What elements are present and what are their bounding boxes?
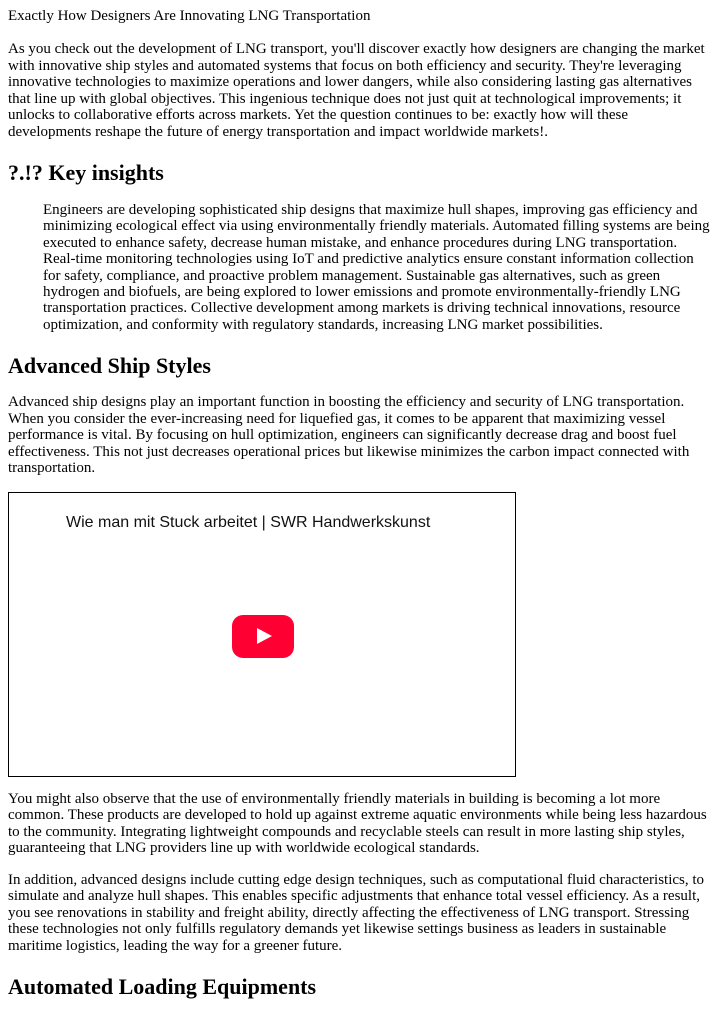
ship-styles-paragraph-2: You might also observe that the use of environmentally friendly materials in building is becoming a lot more common. These products are developed to hold up against extreme aquatic environments while being less hazardous to the community. Integrating lightweight compounds and recyclable steels can result in more lasting ship styles, guaranteeing that LNG providers line up with worldwide ecological standards.	[8, 790, 707, 857]
ship-styles-paragraph-3: In addition, advanced designs include cutting edge design techniques, such as computational fluid characteristics, to simulate and analyze hull shapes. This enables specific adjustments that enhance total vessel efficiency. As a result, you see renovations in stability and freight ability, directly affecting the effectiveness of LNG transport. Stressing these technologies not only fulfills regulatory demands yet likewise settings business as leaders in sustainable maritime logistics, leading the way for a greener future.	[8, 871, 705, 954]
ship-styles-heading: Advanced Ship Styles	[8, 353, 211, 379]
video-embed[interactable]	[8, 492, 516, 777]
play-button[interactable]	[232, 615, 294, 658]
ship-styles-paragraph-1: Advanced ship designs play an important function in boosting the efficiency and security of LNG transportation. When you consider the ever-increasing need for liquefied gas, it comes to be apparent that maximizing vessel performance is vital. By focusing on hull optimization, engineers can significantly decrease drag and boost fuel effectiveness. This not just decreases operational prices but likewise minimizes the carbon impact connected with transportation.	[8, 394, 690, 477]
automated-loading-heading: Automated Loading Equipments	[8, 974, 317, 1000]
key-insights-block: Engineers are developing sophisticated ship designs that maximize hull shapes, improving gas efficiency and minimizing ecological effect via using environmentally friendly materials. Automated filling systems are being executed to enhance safety, decrease human mistake, and enhance procedures during LNG transportation. Real-time monitoring technologies using IoT and predictive analytics ensure constant information collection for safety, compliance, and proactive problem management. Sustainable gas alternatives, such as green hydrogen and biofuels, are being explored to lower emissions and promote environmentally-friendly LNG transportation practices. Collective development among markets is driving technical innovations, resource optimization, and conformity with regulatory standards, increasing LNG market possibilities.	[43, 202, 710, 333]
key-insights-heading: ?.!? Key insights	[8, 160, 164, 185]
video-title[interactable]: Wie man mit Stuck arbeitet | SWR Handwerkskunst	[66, 513, 431, 531]
intro-paragraph: As you check out the development of LNG transport, you'll discover exactly how designers are changing the market with innovative ship styles and automated systems that focus on both efficiency and security. They're leveraging innovative technologies to maximize operations and lower dangers, while also considering lasting gas alternatives that line up with global objectives. This ingenious technique does not just quit at technological improvements; it unlocks to collaborative efforts across markets. Yet the question continues to be: exactly how will these developments reshape the future of energy transportation and impact worldwide markets!.	[8, 41, 705, 140]
article	[0, 6, 720, 1000]
play-icon	[257, 628, 272, 644]
page-title: Exactly How Designers Are Innovating LNG Transportation	[8, 8, 371, 24]
